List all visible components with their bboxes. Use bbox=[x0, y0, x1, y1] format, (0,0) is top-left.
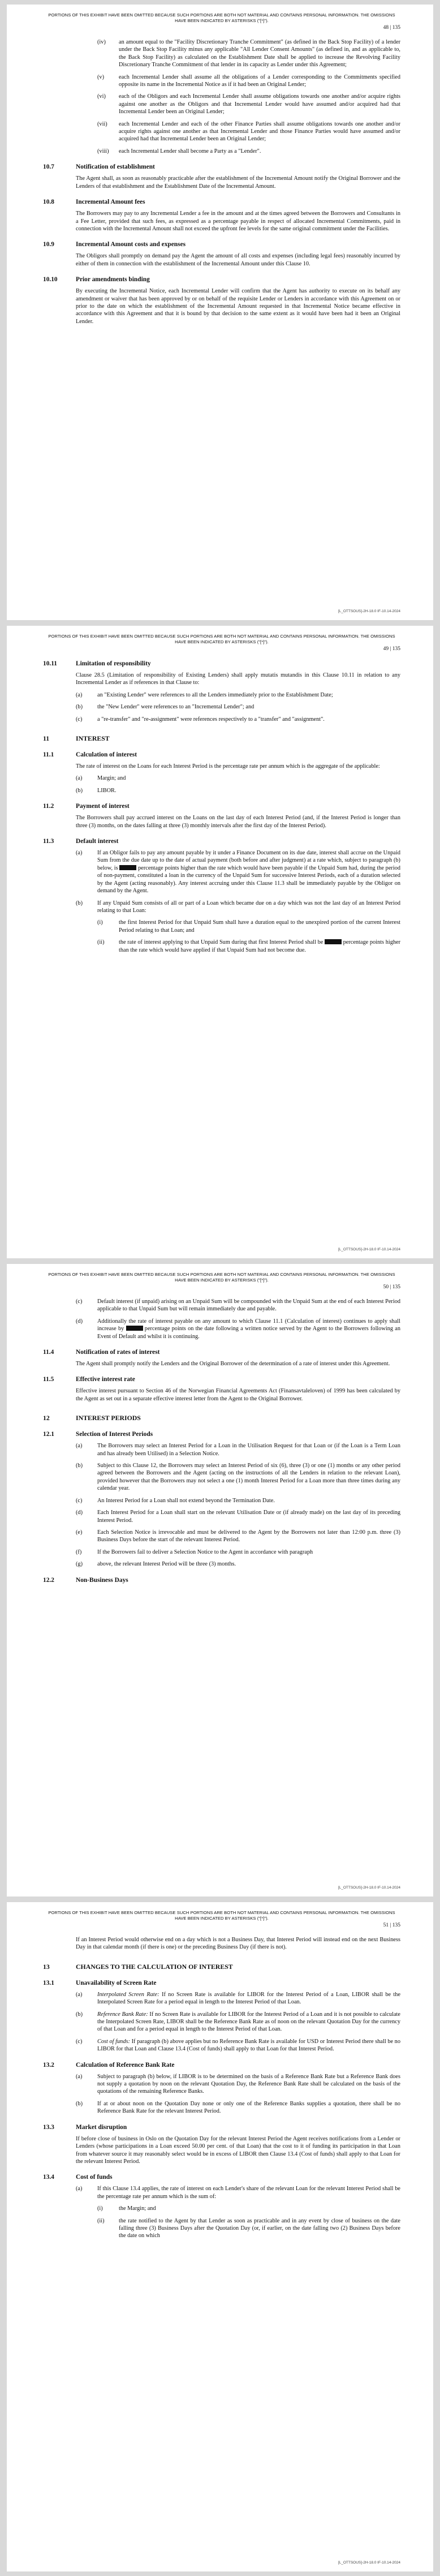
clause-heading bbox=[43, 199, 400, 205]
text: The rate of interest on the Loans for each Interest Period is the percentage rate per annum which is the aggregate of the applicable: bbox=[76, 763, 380, 770]
clause-title: Unavailability of Screen Rate bbox=[76, 1979, 157, 1986]
text-before-redaction: the rate of interest applying to that Unpaid Sum during that first Interest Period shall be bbox=[119, 939, 325, 946]
clause-title: CHANGES TO THE CALCULATION OF INTEREST bbox=[76, 1962, 233, 1971]
list-item bbox=[76, 716, 400, 723]
item-label: (a) bbox=[76, 691, 83, 698]
list-item bbox=[76, 2100, 400, 2115]
clause-title: Market disruption bbox=[76, 2123, 127, 2131]
clause-heading bbox=[43, 1577, 400, 1584]
text: By executing the Incremental Notice, each Incremental Lender will confirm that the Agent has authority to execute on its behalf any amendment or waiver that has been approved by or on behalf of the requisite Lender or Lenders in accordance with this Agreement on or prior to the date on which the establishment of the Incremental Amount requested in that Incremental Notice became effective in accordance with this Agreement and that it is bound by that decision to the same extent as it would have been had it been an Original Lender. bbox=[76, 288, 400, 325]
item-label: (b) bbox=[76, 704, 83, 711]
sub-item-label: (v) bbox=[97, 74, 105, 80]
text: Each Interest Period for a Loan shall start on the relevant Utilisation Date or (if already made) on the last day of its preceding Interest Period. bbox=[97, 1510, 400, 1524]
paragraph bbox=[76, 1387, 400, 1403]
sub-item-text bbox=[119, 38, 400, 69]
text: above, the relevant Interest Period will be three (3) months. bbox=[97, 1561, 236, 1568]
list-item bbox=[76, 1298, 400, 1313]
text: If at or about noon on the Quotation Day none or only one of the Reference Banks supplies a quotation, there shall be no Reference Bank Rate for the relevant Interest Period. bbox=[97, 2100, 400, 2115]
text-before-redaction: Additionally the rate of interest payable on any amount to which Clause 11.1 (Calculation of interest) continues to apply shall increase by bbox=[97, 1318, 400, 1332]
clause-number: 11 bbox=[43, 734, 50, 743]
text: Margin; and bbox=[97, 775, 126, 782]
clause-title: Incremental Amount costs and expenses bbox=[76, 241, 186, 248]
item-text bbox=[97, 1549, 400, 1556]
item-text bbox=[97, 849, 400, 894]
item-text bbox=[97, 1529, 400, 1544]
list-item bbox=[76, 703, 400, 711]
item-label: (b) bbox=[76, 900, 83, 906]
text: Clause 28.5 (Limitation of responsibility of Existing Lenders) shall apply mutatis mutandis in this Clause 10.11 in relation to any Incremental Lender as if references in that Clause to: bbox=[76, 672, 400, 686]
text: the Margin; and bbox=[119, 2205, 156, 2212]
sub-item-text bbox=[119, 2217, 400, 2240]
page-number: 49 | 135 bbox=[383, 646, 400, 652]
document-page-2 bbox=[7, 626, 433, 1258]
clause-heading bbox=[43, 2062, 400, 2068]
text: each Incremental Lender shall become a Party as a "Lender". bbox=[119, 148, 261, 154]
sub-item bbox=[97, 939, 400, 954]
item-text bbox=[97, 1497, 400, 1504]
item-label: (a) bbox=[76, 850, 83, 857]
sub-item-label: (iv) bbox=[97, 39, 106, 45]
sub-item bbox=[97, 148, 400, 155]
sub-item-text bbox=[119, 2205, 400, 2212]
item-label: (c) bbox=[76, 2038, 83, 2045]
item-text bbox=[97, 703, 400, 711]
text: If before close of business in Oslo on the Quotation Day for the relevant Interest Period the Agent receives notifications from a Lender or Lenders (whose participations in a Loan exceed 50.00 per cent. of that Loan) that the cost to it of funding its participation in that Loan from whatever source it may reasonably select would be in excess of LIBOR then Clause 13.4 (Cost of funds) shall apply to that Loan for the relevant Interest Period. bbox=[76, 2135, 400, 2165]
sub-item-label: (ii) bbox=[97, 939, 105, 946]
page-number: 48 | 135 bbox=[383, 25, 400, 31]
text-after-redaction: percentage points higher than the rate which would have been payable if the Unpaid Sum had, during the period of non-payment, constituted a loan in the currency of the Unpaid Sum for successive Interest Periods, each of a duration selected by the Agent (acting reasonably). Any interest accruing under this Clause 11.3 shall be immediately payable by the Obligor on demand by the Agent. bbox=[97, 865, 400, 894]
clause-number: 13.4 bbox=[43, 2174, 54, 2181]
sub-item-label: (viii) bbox=[97, 148, 109, 154]
list-item bbox=[76, 2185, 400, 2200]
item-text bbox=[97, 787, 400, 794]
clause-number: 10.11 bbox=[43, 660, 57, 667]
clause-heading bbox=[43, 164, 400, 170]
text-after-redaction: percentage points on the date following a written notice served by the Agent to the Borrowers following an Event of Default and whilst it is continuing. bbox=[97, 1326, 401, 1340]
item-text bbox=[97, 1318, 400, 1340]
clause-number: 11.2 bbox=[43, 803, 54, 810]
item-label: (c) bbox=[76, 716, 83, 723]
clause-heading bbox=[43, 2124, 400, 2131]
redaction-block bbox=[325, 939, 342, 944]
clause-number: 10.9 bbox=[43, 241, 54, 248]
text: The Borrowers may pay to any Incremental Lender a fee in the amount and at the times agreed between the Borrowers and Consultants in a Fee Letter, provided that such fees, as expressed as a percentage payable in respect of allocated Incremental Commitments, paid in connection with the Incremental Amount shall not exceed the upfront fee levels for the same original commitment under the Facilities. bbox=[76, 210, 400, 232]
text: each Incremental Lender shall assume all the obligations of a Lender corresponding to the Commitments specified opposite its name in the Incremental Notice as if it had been an Original Lender; bbox=[119, 74, 400, 88]
document-footer-ref: [L_OTTSOUS]-2H-18.0 IF-10.14-2024 bbox=[338, 2561, 400, 2565]
list-item bbox=[76, 2038, 400, 2053]
list-item bbox=[76, 1318, 400, 1340]
text: Each Selection Notice is irrevocable and must be delivered to the Agent by the Borrowers not later than 12:00 p.m. three (3) Business Days before the start of the relevant Interest Period. bbox=[97, 1529, 400, 1543]
omission-notice: PORTIONS OF THIS EXHIBIT HAVE BEEN OMITTED BECAUSE SUCH PORTIONS ARE BOTH NOT MATERIAL AND CONTAINS PERSONAL INFORMATION. THE OMISSIONS HAVE BEEN INDICATED BY ASTERISKS ("[*]"). bbox=[48, 634, 395, 644]
clause-heading bbox=[43, 1376, 400, 1383]
sub-item-text bbox=[119, 74, 400, 89]
clause-number: 11.1 bbox=[43, 751, 54, 759]
clause-title: Non-Business Days bbox=[76, 1576, 128, 1584]
text: The Agent shall promptly notify the Lenders and the Original Borrower of the determination of a rate of interest under this Agreement. bbox=[76, 1361, 390, 1367]
text: If paragraph (b) above applies but no Reference Bank Rate is available for USD or Interest Period there shall be no LIBOR for that Loan and Clause 13.4 (Cost of funds) shall apply to that Loan for that Interest Period. bbox=[97, 2038, 400, 2053]
text: Subject to paragraph (b) below, if LIBOR is to be determined on the basis of a Reference Bank Rate but a Reference Bank does not supply a quotation by noon on the relevant Quotation Day, the Reference Bank Rate shall be calculated on the basis of the quotations of the remaining Reference Banks. bbox=[97, 2073, 400, 2095]
clause-heading bbox=[43, 2174, 400, 2181]
paragraph bbox=[76, 814, 400, 829]
text: The Agent shall, as soon as reasonably practicable after the establishment of the Incremental Amount notify the Original Borrower and the Lenders of that establishment and the Establishment Date of the Incremental Amount. bbox=[76, 175, 400, 190]
item-text bbox=[97, 691, 400, 699]
item-text bbox=[97, 716, 400, 723]
text: If no Screen Rate is available for LIBOR for the Interest Period of a Loan and it is not possible to calculate the Interpolated Screen Rate, LIBOR shall be the Reference Bank Rate as of noon on the relevant Quotation Day for the currency of that Loan and for a period equal in length to the Interest Period of that Loan. bbox=[97, 2011, 400, 2033]
item-text bbox=[97, 1298, 400, 1313]
item-text bbox=[97, 1509, 400, 1524]
sub-item bbox=[97, 74, 400, 89]
item-label: (b) bbox=[76, 787, 83, 794]
sub-item-label: (ii) bbox=[97, 2217, 105, 2224]
document-footer-ref: [L_OTTSOUS]-2H-18.0 IF-10.14-2024 bbox=[338, 609, 400, 613]
sub-item-label: (i) bbox=[97, 2205, 103, 2212]
list-item bbox=[76, 1509, 400, 1524]
clause-number: 10.7 bbox=[43, 164, 54, 171]
list-item bbox=[76, 1991, 400, 2006]
list-item bbox=[76, 775, 400, 782]
item-text bbox=[97, 2038, 400, 2053]
clause-heading bbox=[43, 838, 400, 845]
clause-number: 11.5 bbox=[43, 1376, 54, 1383]
text: If an Interest Period would otherwise end on a day which is not a Business Day, that Interest Period will instead end on the next Business Day in that calendar month (if there is one) or the preceding Business Day (if there is not). bbox=[76, 1937, 400, 1951]
clause-title: Prior amendments binding bbox=[76, 276, 150, 283]
paragraph bbox=[76, 287, 400, 325]
document-footer-ref: [L_OTTSOUS]-2H-18.0 IF-10.14-2024 bbox=[338, 1248, 400, 1252]
clause-title: Notification of establishment bbox=[76, 164, 155, 171]
clause-heading bbox=[43, 660, 400, 667]
clause-heading bbox=[43, 803, 400, 810]
clause-title: Limitation of responsibility bbox=[76, 660, 151, 667]
clause-number: 13.2 bbox=[43, 2061, 54, 2068]
item-label: (a) bbox=[76, 2073, 83, 2080]
item-text bbox=[97, 1462, 400, 1493]
clause-title: INTEREST PERIODS bbox=[76, 1414, 141, 1422]
clause-title: INTEREST bbox=[76, 734, 110, 743]
item-label: (a) bbox=[76, 775, 83, 782]
list-item bbox=[76, 849, 400, 894]
clause-title: Notification of rates of interest bbox=[76, 1349, 160, 1356]
item-label: (d) bbox=[76, 1510, 83, 1516]
item-label: (c) bbox=[76, 1497, 83, 1504]
text: the rate notified to the Agent by that Lender as soon as practicable and in any event by close of business on the date falling three (3) Business Days after the Quotation Day (or, if earlier, on the date falling two (2) Business Days before the date on which bbox=[119, 2217, 400, 2239]
clause-title: Cost of funds bbox=[76, 2174, 113, 2181]
item-text bbox=[97, 2100, 400, 2115]
paragraph bbox=[76, 672, 400, 687]
text: an "Existing Lender" were references to all the Lenders immediately prior to the Establishment Date; bbox=[97, 691, 333, 698]
list-item bbox=[76, 2073, 400, 2096]
list-item bbox=[76, 1529, 400, 1544]
page-number: 51 | 135 bbox=[383, 1923, 400, 1928]
sub-item bbox=[97, 121, 400, 143]
clause-heading bbox=[43, 1431, 400, 1438]
clause-number: 10.10 bbox=[43, 276, 58, 283]
item-text bbox=[97, 2011, 400, 2033]
sub-item-text bbox=[119, 919, 400, 934]
clause-heading bbox=[43, 1349, 400, 1356]
clause-title: Incremental Amount fees bbox=[76, 199, 145, 206]
item-text bbox=[97, 1442, 400, 1457]
document-page-4 bbox=[7, 1902, 433, 2571]
item-label: (a) bbox=[76, 1443, 83, 1450]
sub-item bbox=[97, 919, 400, 934]
text: the "New Lender" were references to an "Incremental Lender"; and bbox=[97, 704, 254, 711]
clause-title: Selection of Interest Periods bbox=[76, 1431, 153, 1438]
item-text bbox=[97, 2073, 400, 2096]
text: the first Interest Period for that Unpaid Sum shall have a duration equal to the unexpired portion of the current Interest Period relating to that Loan; and bbox=[119, 919, 400, 934]
redaction-block bbox=[126, 1326, 143, 1331]
clause-title: Payment of interest bbox=[76, 803, 130, 810]
item-label: (a) bbox=[76, 1991, 83, 1998]
sub-item-label: (i) bbox=[97, 919, 103, 926]
clause-title: Default interest bbox=[76, 838, 119, 845]
item-text bbox=[97, 900, 400, 915]
paragraph bbox=[76, 763, 400, 770]
item-label: (c) bbox=[76, 1298, 83, 1305]
sub-item bbox=[97, 2205, 400, 2212]
text: LIBOR. bbox=[97, 787, 117, 794]
item-text bbox=[97, 775, 400, 782]
item-lead: Cost of funds: bbox=[97, 2038, 130, 2045]
text: Subject to this Clause 12, the Borrowers may select an Interest Period of six (6), three (3) or one (1) months or any other period agreed between the Borrowers and the Agent (acting on the instructions of all the Lenders in relation to the relevant Loan), provided however that the Borrowers may not select a one (1) month Interest Period for a Loan more than three times during any calendar year. bbox=[97, 1463, 400, 1492]
clause-number: 12 bbox=[43, 1414, 50, 1422]
text: The Borrowers may select an Interest Period for a Loan in the Utilisation Request for that Loan or (if the Loan is a Term Loan and has already been Utilised) in a Selection Notice. bbox=[97, 1443, 400, 1457]
section-heading bbox=[43, 1963, 400, 1971]
text: a "re-transfer" and "re-assignment" were references respectively to a "transfer" and "assignment". bbox=[97, 716, 325, 723]
paragraph bbox=[76, 1936, 400, 1951]
clause-title: Calculation of interest bbox=[76, 751, 137, 759]
sub-item-text bbox=[119, 939, 400, 954]
clause-heading bbox=[43, 751, 400, 758]
text: An Interest Period for a Loan shall not extend beyond the Termination Date. bbox=[97, 1497, 275, 1504]
text: If the Borrowers fail to deliver a Selection Notice to the Agent in accordance with paragraph bbox=[97, 1549, 313, 1555]
list-item bbox=[76, 787, 400, 794]
clause-number: 11.3 bbox=[43, 838, 54, 845]
item-label: (d) bbox=[76, 1318, 83, 1324]
paragraph bbox=[76, 2135, 400, 2166]
sub-item-text bbox=[119, 148, 400, 155]
text: The Obligors shall promptly on demand pay the Agent the amount of all costs and expenses (including legal fees) reasonably incurred by either of them in connection with the establishment of the Incremental Amount under this Clause 10. bbox=[76, 253, 400, 267]
list-item bbox=[76, 1560, 400, 1568]
paragraph bbox=[76, 175, 400, 190]
text: Default interest (if unpaid) arising on an Unpaid Sum will be compounded with the Unpaid Sum at the end of each Interest Period applicable to that Unpaid Sum but will remain immediately due and payable. bbox=[97, 1298, 400, 1313]
item-text bbox=[97, 1560, 400, 1568]
item-label: (e) bbox=[76, 1529, 83, 1536]
clause-title: Effective interest rate bbox=[76, 1376, 135, 1383]
text: each Incremental Lender and each of the other Finance Parties shall assume obligations towards one another and/or acquire rights against one another as that Incremental Lender and those Finance Parties would have assumed and/or acquired had that Incremental Lender been an Original Lender; bbox=[119, 121, 400, 143]
document-page-3 bbox=[7, 1264, 433, 1896]
text: Effective interest pursuant to Section 46 of the Norwegian Financial Agreements Act (Finansavtaleloven) of 1999 has been calculated by the Agent as set out in a separate effective interest letter from the Agent to the Original Borrower. bbox=[76, 1388, 400, 1402]
paragraph bbox=[76, 1360, 400, 1367]
clause-title: Calculation of Reference Bank Rate bbox=[76, 2061, 175, 2068]
item-label: (b) bbox=[76, 2011, 83, 2018]
item-label: (g) bbox=[76, 1561, 83, 1568]
text: an amount equal to the "Facility Discretionary Tranche Commitment" (as defined in the Back Stop Facility) of a lender under the Back Stop Facility minus any applicable "All Lender Consent Amounts" (as defined in, and as applicable to, the Back Stop Facility) as calculated on the Establishment Date shall be applied to increase the Revolving Facility Discretionary Tranche Commitment of that lender in its capacity as Lender under this Agreement; bbox=[119, 39, 400, 68]
list-item bbox=[76, 900, 400, 915]
list-item bbox=[76, 1462, 400, 1493]
omission-notice: PORTIONS OF THIS EXHIBIT HAVE BEEN OMITTED BECAUSE SUCH PORTIONS ARE BOTH NOT MATERIAL AND CONTAINS PERSONAL INFORMATION. THE OMISSIONS HAVE BEEN INDICATED BY ASTERISKS ("[*]"). bbox=[48, 12, 395, 23]
redaction-block bbox=[119, 865, 136, 870]
text: each of the Obligors and each Incremental Lender shall assume obligations towards one another and/or acquire rights against one another as the Obligors and that Incremental Lender would have assumed and/or acquired had that Incremental Lender been an Original Lender; bbox=[119, 93, 400, 115]
sub-item bbox=[97, 93, 400, 115]
item-label: (a) bbox=[76, 2186, 83, 2192]
sub-item-text bbox=[119, 121, 400, 143]
item-lead: Interpolated Screen Rate: bbox=[97, 1991, 159, 1998]
document-footer-ref: [L_OTTSOUS]-2H-18.0 IF-10.14-2024 bbox=[338, 1886, 400, 1890]
sub-item-label: (vii) bbox=[97, 121, 107, 127]
clause-number: 12.1 bbox=[43, 1431, 54, 1438]
document-page-1 bbox=[7, 5, 433, 620]
item-text bbox=[97, 2185, 400, 2200]
clause-number: 11.4 bbox=[43, 1349, 54, 1356]
item-text bbox=[97, 1991, 400, 2006]
paragraph bbox=[76, 252, 400, 268]
paragraph bbox=[76, 210, 400, 233]
clause-heading bbox=[43, 1980, 400, 1986]
clause-number: 13.1 bbox=[43, 1979, 54, 1986]
clause-heading bbox=[43, 276, 400, 283]
omission-notice: PORTIONS OF THIS EXHIBIT HAVE BEEN OMITTED BECAUSE SUCH PORTIONS ARE BOTH NOT MATERIAL AND CONTAINS PERSONAL INFORMATION. THE OMISSIONS HAVE BEEN INDICATED BY ASTERISKS ("[*]"). bbox=[48, 1272, 395, 1283]
sub-item bbox=[97, 38, 400, 69]
list-item bbox=[76, 691, 400, 699]
list-item bbox=[76, 2011, 400, 2033]
clause-number: 10.8 bbox=[43, 199, 54, 206]
clause-heading bbox=[43, 241, 400, 248]
clause-number: 13 bbox=[43, 1962, 50, 1971]
item-label: (b) bbox=[76, 1463, 83, 1469]
text-before-redaction: If an Obligor fails to pay any amount payable by it under a Finance Document on its due date, interest shall accrue on the Unpaid Sum from the due date up to the date of actual payment (both before and after judgment) at a rate which, subject to paragraph (b) below, is bbox=[97, 850, 400, 871]
section-heading bbox=[43, 734, 400, 743]
list-item bbox=[76, 1497, 400, 1504]
sub-item-text bbox=[119, 93, 400, 115]
item-label: (f) bbox=[76, 1549, 82, 1555]
text: If any Unpaid Sum consists of all or part of a Loan which became due on a day which was not the last day of an Interest Period relating to that Loan: bbox=[97, 900, 400, 914]
list-item bbox=[76, 1442, 400, 1457]
text: If this Clause 13.4 applies, the rate of interest on each Lender's share of the relevant Loan for the relevant Interest Period shall be the percentage rate per annum which is the sum of: bbox=[97, 2186, 400, 2200]
omission-notice: PORTIONS OF THIS EXHIBIT HAVE BEEN OMITTED BECAUSE SUCH PORTIONS ARE BOTH NOT MATERIAL AND CONTAINS PERSONAL INFORMATION. THE OMISSIONS HAVE BEEN INDICATED BY ASTERISKS ("[*]"). bbox=[48, 1910, 395, 1921]
text: If no Screen Rate is available for LIBOR for the Interest Period of a Loan, LIBOR shall be the Interpolated Screen Rate for a period equal in length to the Interest Period of that Loan. bbox=[97, 1991, 401, 2006]
item-label: (b) bbox=[76, 2100, 83, 2107]
sub-item bbox=[97, 2217, 400, 2240]
list-item bbox=[76, 1549, 400, 1556]
text: The Borrowers shall pay accrued interest on the Loans on the last day of each Interest Period (and, if the Interest Period is longer than three (3) months, on the dates falling at three (3) monthly intervals after the first day of the Interest Period). bbox=[76, 815, 400, 829]
section-heading bbox=[43, 1414, 400, 1422]
page-number: 50 | 135 bbox=[383, 1284, 400, 1290]
sub-item-label: (vi) bbox=[97, 93, 106, 100]
text-after-redaction: percentage points higher than the rate which would have applied if that Unpaid Sum had not become due. bbox=[119, 939, 400, 953]
clause-number: 12.2 bbox=[43, 1576, 54, 1584]
item-lead: Reference Bank Rate: bbox=[97, 2011, 148, 2018]
clause-number: 13.3 bbox=[43, 2123, 54, 2131]
